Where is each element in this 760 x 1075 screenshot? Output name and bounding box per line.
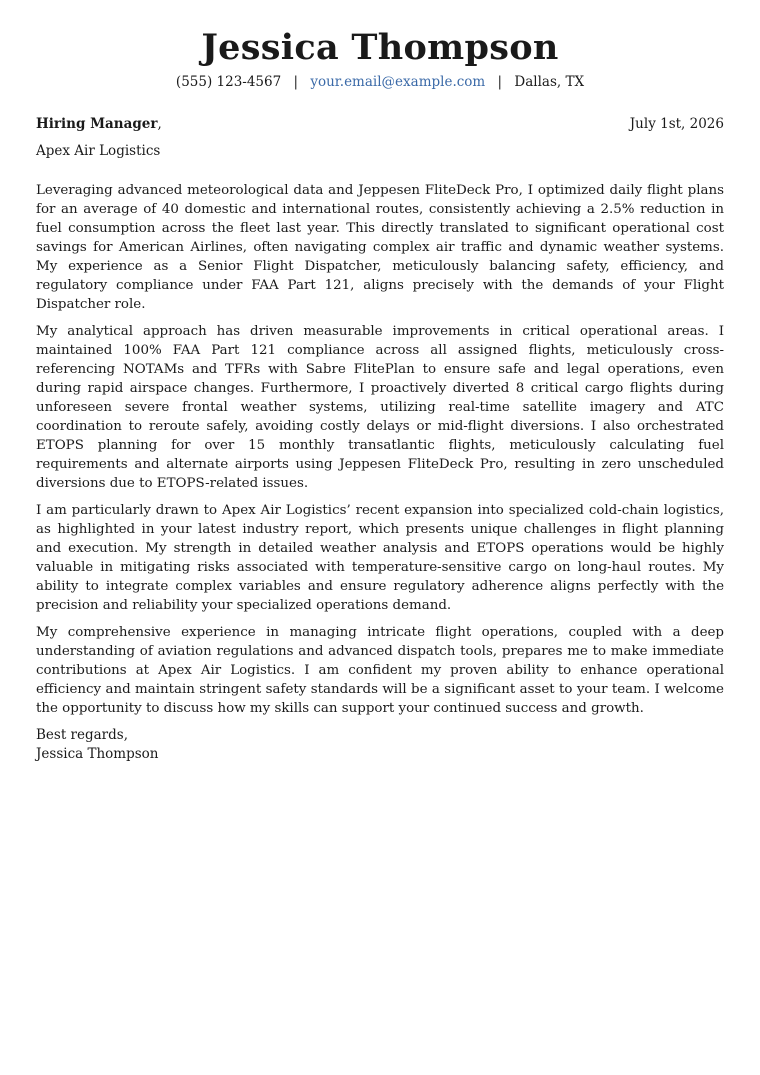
body-paragraph: My comprehensive experience in managing intricate flight operations, coupled with a deep understanding of aviation regulations and advanced dispatch tools, prepares me to make immediate contributions at Apex Air Logistics. I am confident my proven ability to enhance operational efficiency and maintain stringent safety standards will be a significant asset to your team. I welcome the opportunity to discuss how my skills can support your continued success and growth. bbox=[36, 625, 724, 716]
body-paragraph: I am particularly drawn to Apex Air Logistics’ recent expansion into specialized cold-chain logistics, as highlighted in your latest industry report, which presents unique challenges in flight planning and execution. My strength in detailed weather analysis and ETOPS operations would be highly valuable in mitigating risks associated with temperature-sensitive cargo on long-haul routes. My ability to integrate complex variables and ensure regulatory adherence aligns perfectly with the precision and reliability your specialized operations demand. bbox=[36, 503, 724, 613]
contact-separator: | bbox=[497, 74, 503, 90]
contact-line bbox=[36, 73, 724, 91]
signature: Jessica Thompson bbox=[36, 746, 159, 762]
closing-block bbox=[36, 726, 724, 764]
salutation-row bbox=[36, 115, 724, 133]
recipient: Hiring Manager bbox=[36, 116, 158, 132]
letter-body bbox=[36, 181, 724, 718]
applicant-name: Jessica Thompson bbox=[201, 27, 559, 68]
letter-date: July 1st, 2026 bbox=[629, 116, 724, 132]
recipient-line bbox=[36, 115, 162, 133]
body-paragraph: My analytical approach has driven measurable improvements in critical operational areas. I maintained 100% FAA Part 121 compliance across all assigned flights, meticulously cross-referencing NOTAMs and TFRs with Sabre FlitePlan to ensure safe and legal operations, even during rapid airspace changes. Furthermore, I proactively diverted 8 critical cargo flights during unforeseen severe frontal weather systems, utilizing real-time satellite imagery and ATC coordination to reroute safely, avoiding costly delays or mid-flight diversions. I also orchestrated ETOPS planning for over 15 monthly transatlantic flights, meticulously calculating fuel requirements and alternate airports using Jeppesen FliteDeck Pro, resulting in zero unscheduled diversions due to ETOPS-related issues. bbox=[36, 324, 724, 491]
body-paragraph: Leveraging advanced meteorological data and Jeppesen FliteDeck Pro, I optimized daily flight plans for an average of 40 domestic and international routes, consistently achieving a 2.5% reduction in fuel consumption across the fleet last year. This directly translated to significant operational cost savings for American Airlines, often navigating complex air traffic and dynamic weather systems. My experience as a Senior Flight Dispatcher, meticulously balancing safety, efficiency, and regulatory compliance under FAA Part 121, aligns precisely with the demands of your Flight Dispatcher role. bbox=[36, 183, 724, 312]
phone-number: (555) 123-4567 bbox=[175, 74, 282, 90]
closing-phrase: Best regards, bbox=[36, 727, 129, 743]
email-link[interactable]: your.email@example.com bbox=[310, 74, 486, 90]
location: Dallas, TX bbox=[514, 74, 585, 90]
contact-separator: | bbox=[293, 74, 299, 90]
recipient-comma: , bbox=[157, 116, 162, 132]
company-name: Apex Air Logistics bbox=[36, 143, 161, 159]
